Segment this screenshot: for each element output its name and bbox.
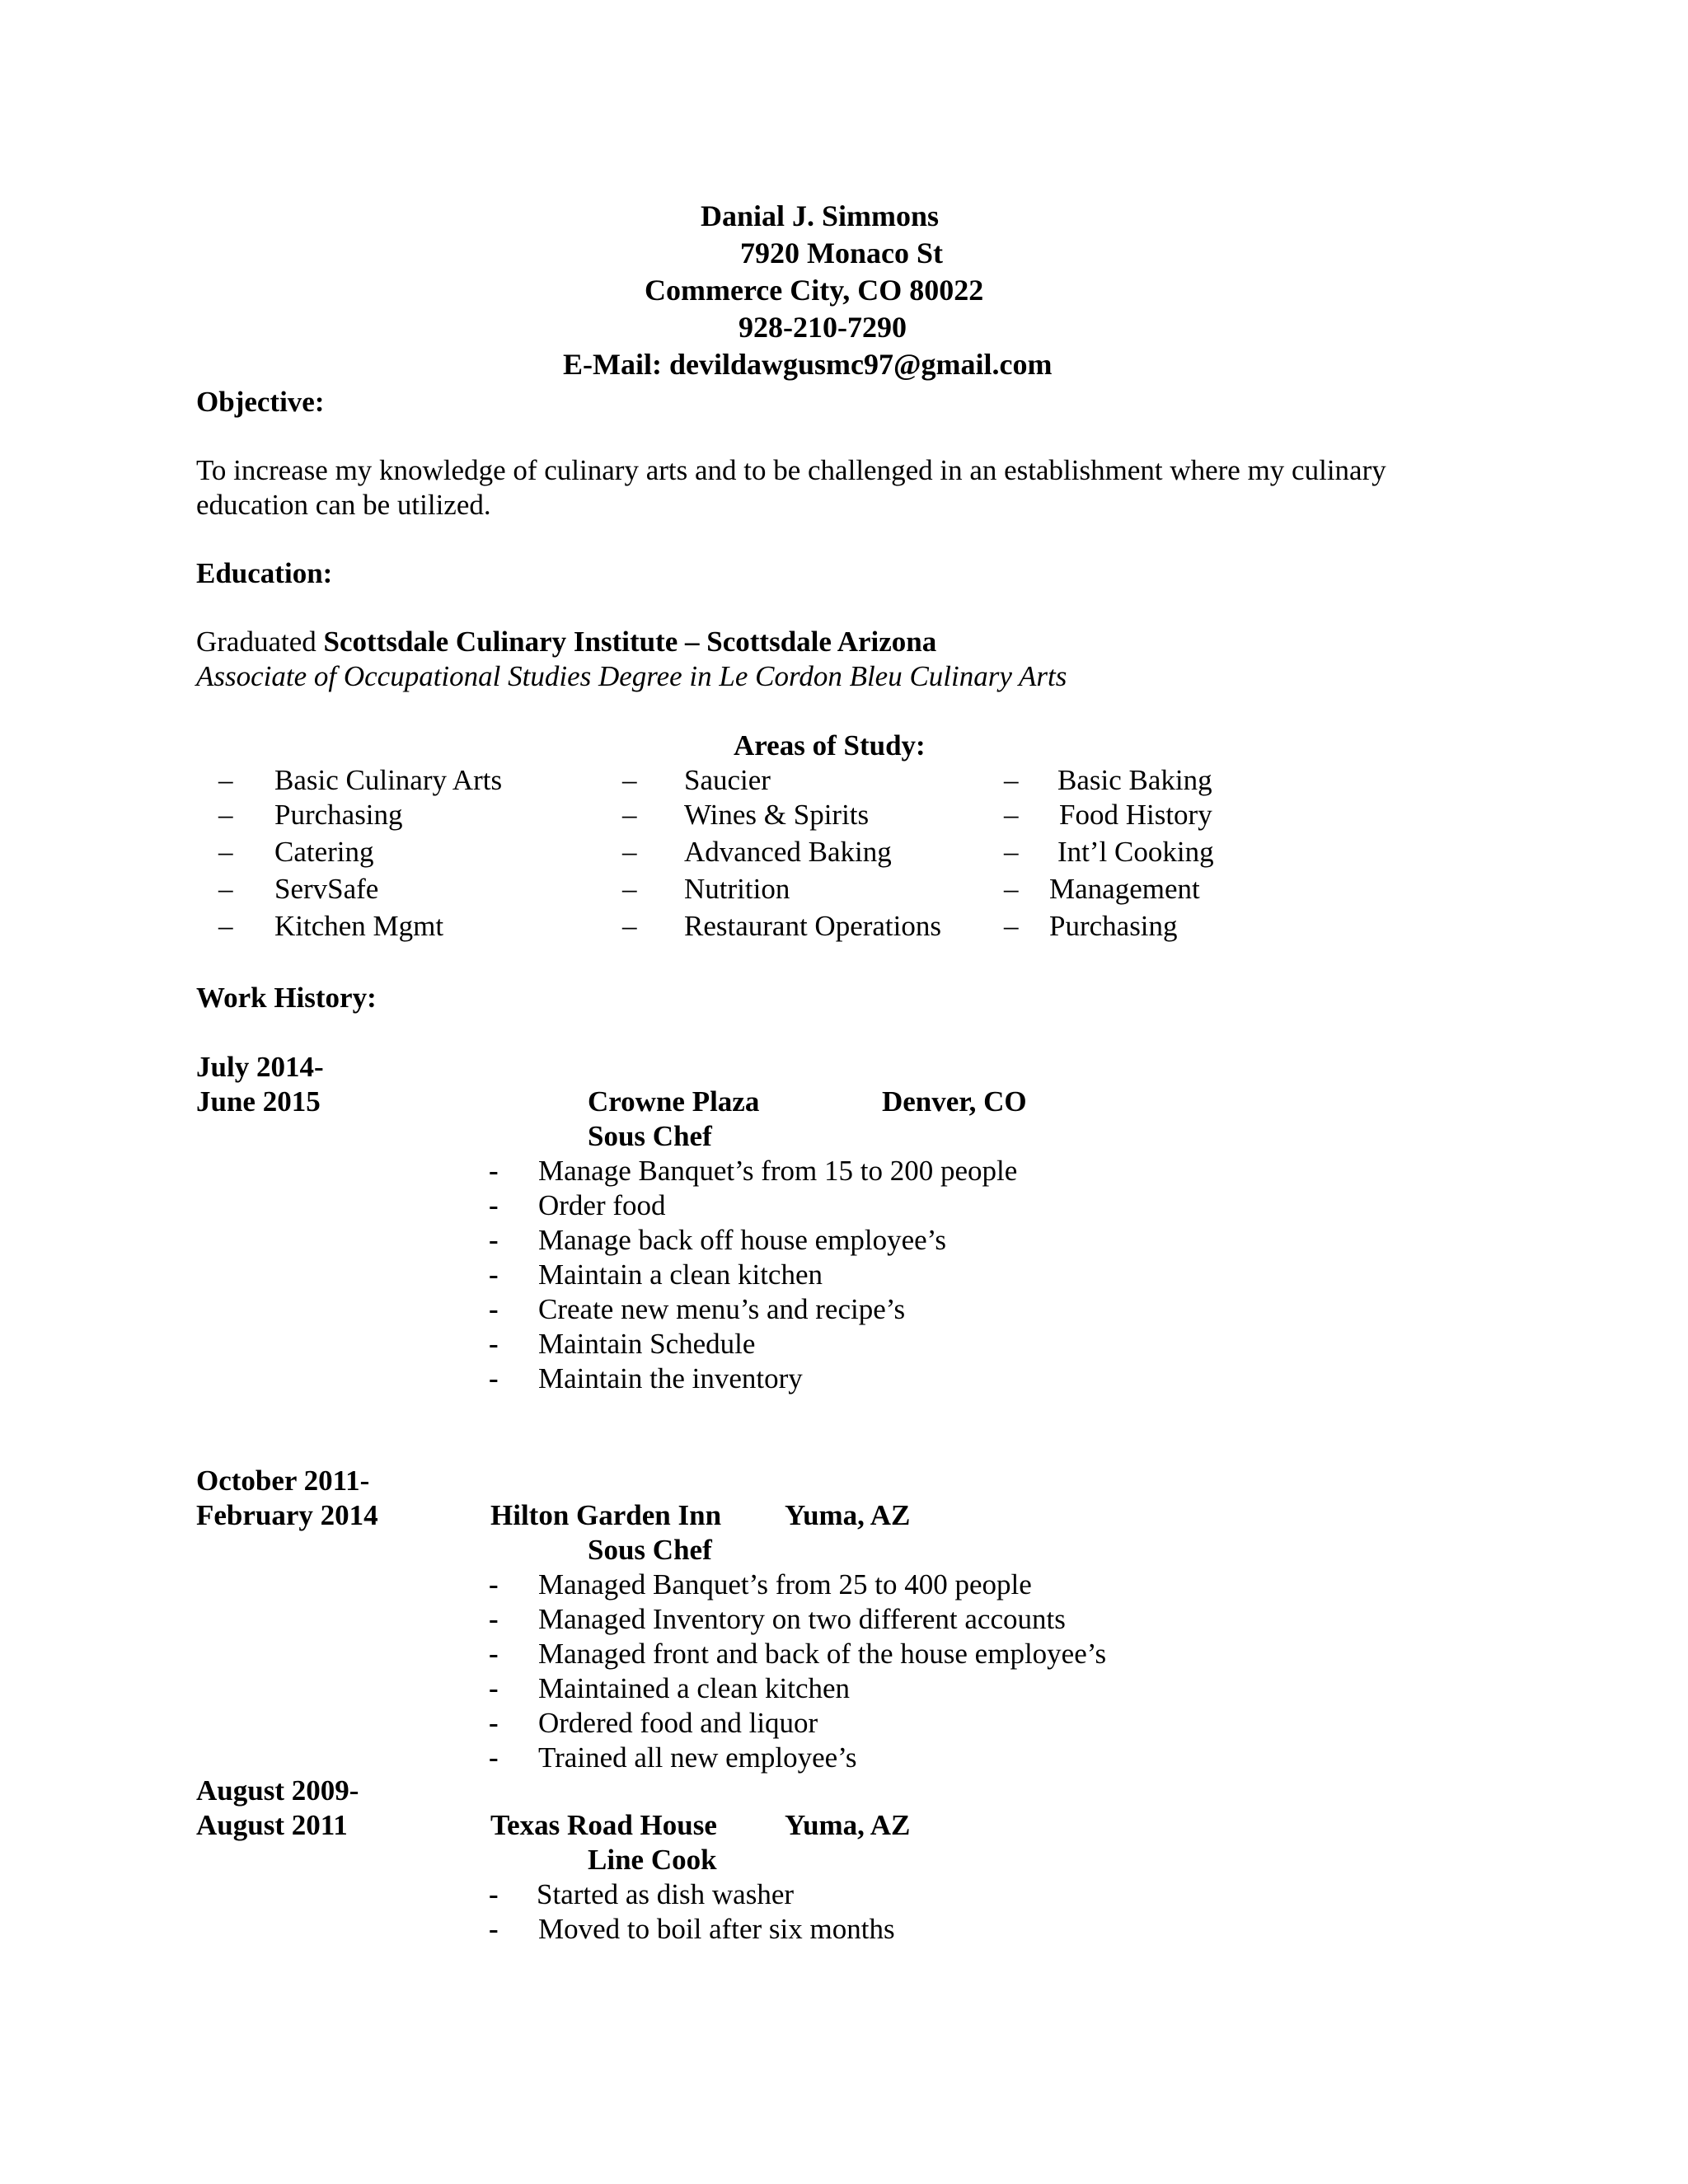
dash-marker: – xyxy=(218,910,233,942)
area-item: Purchasing xyxy=(1049,910,1178,942)
area-item: ServSafe xyxy=(274,873,379,905)
education-heading: Education: xyxy=(196,557,333,589)
city-state-zip: Commerce City, CO 80022 xyxy=(645,274,984,307)
area-item: Nutrition xyxy=(684,873,790,905)
bullet-marker: - xyxy=(489,1913,499,1945)
objective-line-2: education can be utilized. xyxy=(196,489,491,521)
job-title: Line Cook xyxy=(588,1844,717,1876)
dash-marker: – xyxy=(622,764,637,796)
bullet-marker: - xyxy=(489,1878,499,1910)
bullet-marker: - xyxy=(489,1224,499,1256)
area-item: Wines & Spirits xyxy=(684,799,870,831)
dash-marker: – xyxy=(218,799,233,831)
area-item: Advanced Baking xyxy=(684,836,892,868)
bullet-marker: - xyxy=(489,1362,499,1394)
job-location: Yuma, AZ xyxy=(785,1499,911,1531)
job-date-start: October 2011- xyxy=(196,1465,370,1497)
area-item: Purchasing xyxy=(274,799,403,831)
phone-number: 928-210-7290 xyxy=(738,311,907,344)
job-date-end: June 2015 xyxy=(196,1085,321,1118)
duty-text: Maintain Schedule xyxy=(538,1328,756,1360)
dash-marker: – xyxy=(218,873,233,905)
area-item: Restaurant Operations xyxy=(684,910,941,942)
dash-marker: – xyxy=(622,799,637,831)
duty-text: Manage Banquet’s from 15 to 200 people xyxy=(538,1155,1018,1187)
dash-marker: – xyxy=(1004,799,1019,831)
duty-text: Managed front and back of the house employee’s xyxy=(538,1638,1107,1670)
job-title: Sous Chef xyxy=(588,1534,712,1566)
duty-text: Maintained a clean kitchen xyxy=(538,1672,851,1704)
job-location: Yuma, AZ xyxy=(785,1809,911,1841)
dash-marker: – xyxy=(622,910,637,942)
dash-marker: – xyxy=(622,836,637,868)
job-date-end: February 2014 xyxy=(196,1499,378,1531)
duty-text: Managed Inventory on two different accounts xyxy=(538,1603,1066,1635)
duty-text: Maintain a clean kitchen xyxy=(538,1258,823,1291)
duty-text: Started as dish washer xyxy=(537,1878,795,1910)
bullet-marker: - xyxy=(489,1741,499,1774)
job-date-end: August 2011 xyxy=(196,1809,348,1841)
duty-text: Ordered food and liquor xyxy=(538,1707,818,1739)
bullet-marker: - xyxy=(489,1328,499,1360)
area-item: Basic Culinary Arts xyxy=(274,764,503,796)
work-history-heading: Work History: xyxy=(196,982,377,1014)
job-employer: Hilton Garden Inn xyxy=(490,1499,722,1531)
applicant-name: Danial J. Simmons xyxy=(701,199,940,232)
email-address: E-Mail: devildawgusmc97@gmail.com xyxy=(563,348,1053,381)
duty-text: Maintain the inventory xyxy=(538,1362,803,1394)
education-school-line xyxy=(196,625,936,659)
dash-marker: – xyxy=(1004,836,1019,868)
bullet-marker: - xyxy=(489,1189,499,1221)
job-date-start: July 2014- xyxy=(196,1051,324,1083)
job-location: Denver, CO xyxy=(882,1085,1027,1118)
duty-text: Create new menu’s and recipe’s xyxy=(538,1293,906,1325)
area-item: Saucier xyxy=(684,764,771,796)
bullet-marker: - xyxy=(489,1638,499,1670)
job-title: Sous Chef xyxy=(588,1120,712,1152)
bullet-marker: - xyxy=(489,1568,499,1601)
area-item: Kitchen Mgmt xyxy=(274,910,444,942)
job-date-start: August 2009- xyxy=(196,1774,359,1807)
area-item: Int’l Cooking xyxy=(1057,836,1214,868)
dash-marker: – xyxy=(622,873,637,905)
street-address: 7920 Monaco St xyxy=(740,237,943,269)
bullet-marker: - xyxy=(489,1155,499,1187)
bullet-marker: - xyxy=(489,1603,499,1635)
area-item: Food History xyxy=(1059,799,1212,831)
job-employer: Crowne Plaza xyxy=(588,1085,760,1118)
duty-text: Order food xyxy=(538,1189,666,1221)
areas-of-study-heading: Areas of Study: xyxy=(734,729,926,762)
dash-marker: – xyxy=(1004,873,1019,905)
bullet-marker: - xyxy=(489,1672,499,1704)
duty-text: Trained all new employee’s xyxy=(538,1741,857,1774)
dash-marker: – xyxy=(218,764,233,796)
school-name: Scottsdale Culinary Institute – Scottsdale Arizona xyxy=(323,626,937,658)
duty-text: Manage back off house employee’s xyxy=(538,1224,947,1256)
dash-marker: – xyxy=(1004,910,1019,942)
duty-text: Moved to boil after six months xyxy=(538,1913,895,1945)
dash-marker: – xyxy=(218,836,233,868)
bullet-marker: - xyxy=(489,1258,499,1291)
degree-name: Associate of Occupational Studies Degree in Le Cordon Bleu Culinary Arts xyxy=(196,660,1067,692)
objective-heading: Objective: xyxy=(196,386,325,418)
graduated-prefix: Graduated xyxy=(196,626,324,658)
bullet-marker: - xyxy=(489,1707,499,1739)
area-item: Management xyxy=(1049,873,1200,905)
area-item: Catering xyxy=(274,836,374,868)
bullet-marker: - xyxy=(489,1293,499,1325)
dash-marker: – xyxy=(1004,764,1019,796)
area-item: Basic Baking xyxy=(1057,764,1212,796)
job-employer: Texas Road House xyxy=(490,1809,717,1841)
duty-text: Managed Banquet’s from 25 to 400 people xyxy=(538,1568,1032,1601)
objective-line-1: To increase my knowledge of culinary arts and to be challenged in an establishment where my culinary xyxy=(196,454,1386,486)
